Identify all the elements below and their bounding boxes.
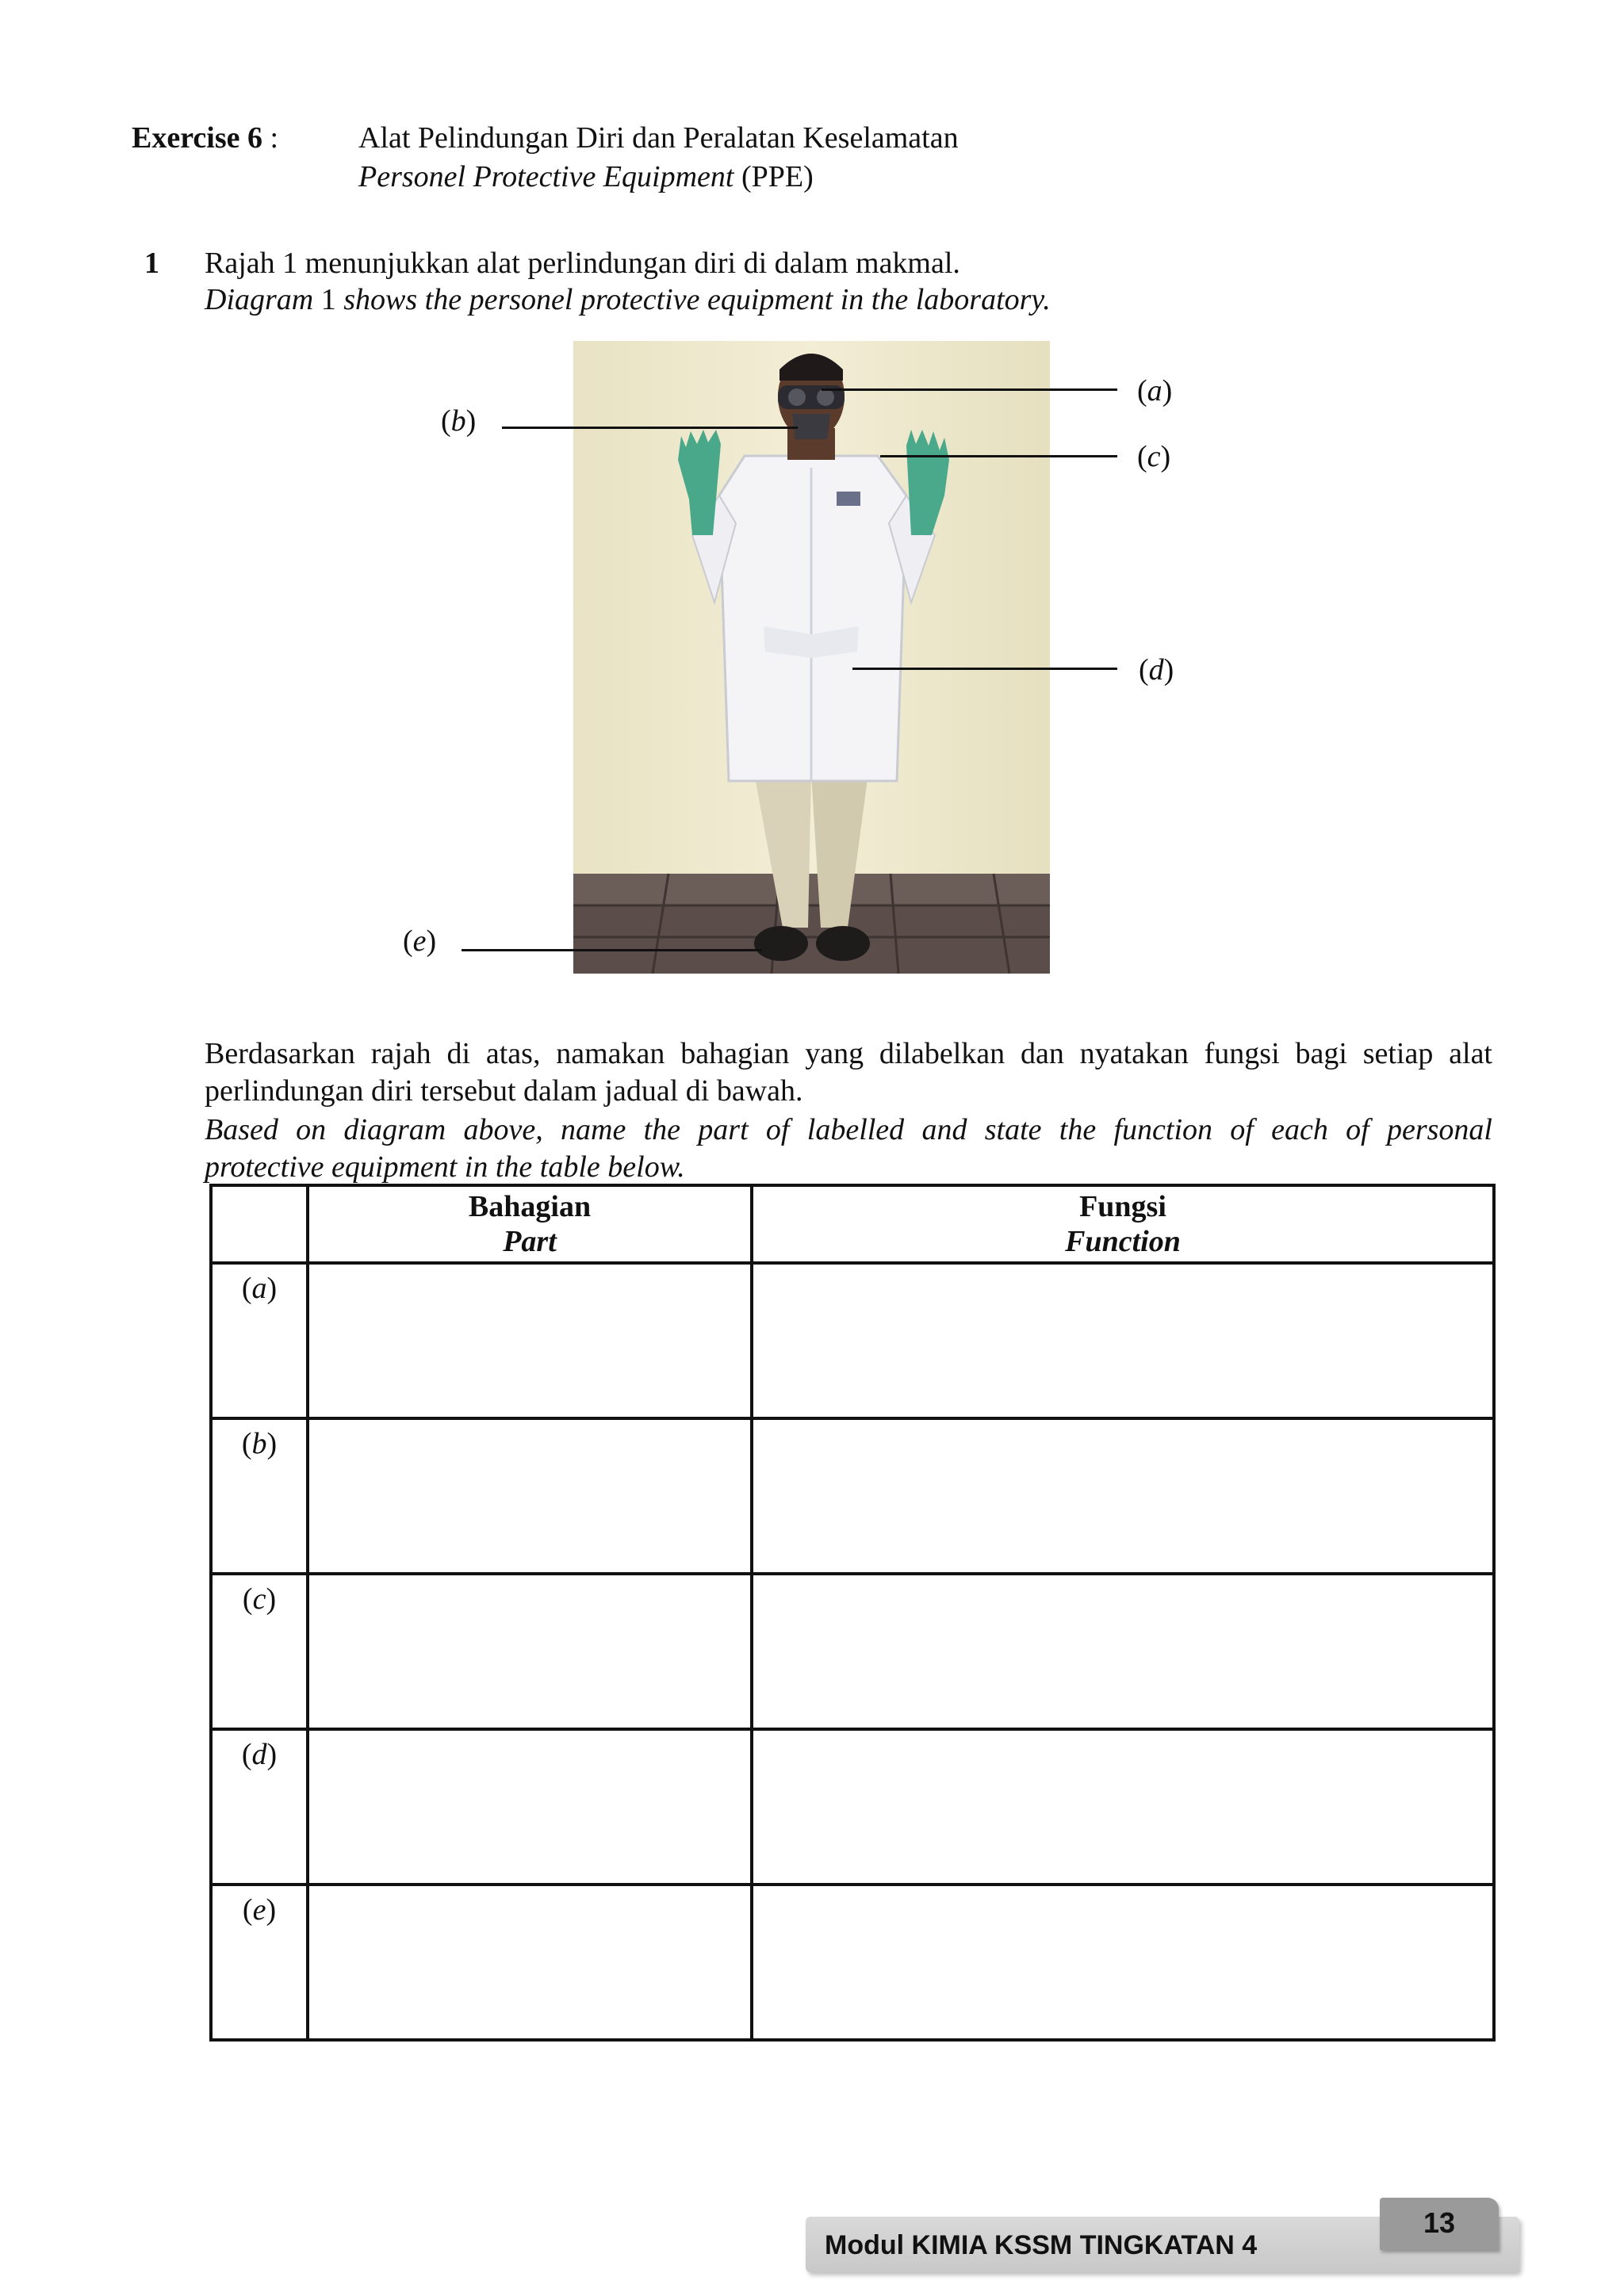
table-row bbox=[211, 1885, 1494, 2040]
answer-part-a[interactable] bbox=[308, 1263, 752, 1418]
table-row bbox=[211, 1729, 1494, 1885]
exercise-title-en: Personel Protective Equipment (PPE) bbox=[358, 160, 814, 193]
header-part: Bahagian Part bbox=[308, 1185, 752, 1263]
row-label-c: (c) bbox=[211, 1574, 308, 1729]
answer-function-b[interactable] bbox=[752, 1418, 1494, 1574]
ppe-figure-illustration bbox=[573, 341, 1050, 974]
header-blank-cell bbox=[211, 1185, 308, 1263]
question-number: 1 bbox=[144, 247, 159, 280]
row-label-d: (d) bbox=[211, 1729, 308, 1885]
diagram-label-d: (d) bbox=[1139, 653, 1174, 687]
answer-part-e[interactable] bbox=[308, 1885, 752, 2040]
diagram-label-c: (c) bbox=[1137, 440, 1171, 473]
diagram-label-b: (b) bbox=[441, 404, 477, 438]
leader-line-d bbox=[852, 668, 1117, 670]
header-function: Fungsi Function bbox=[752, 1185, 1494, 1263]
table-row bbox=[211, 1574, 1494, 1729]
leader-line-e bbox=[462, 949, 762, 951]
table-header-row bbox=[211, 1185, 1494, 1263]
table-row bbox=[211, 1263, 1494, 1418]
answer-part-d[interactable] bbox=[308, 1729, 752, 1885]
row-label-b: (b) bbox=[211, 1418, 308, 1574]
leader-line-a bbox=[822, 388, 1117, 391]
question-text-ms: Rajah 1 menunjukkan alat perlindungan diri di dalam makmal. bbox=[205, 247, 960, 280]
row-label-a: (a) bbox=[211, 1263, 308, 1418]
diagram-label-a: (a) bbox=[1137, 374, 1173, 408]
answer-function-e[interactable] bbox=[752, 1885, 1494, 2040]
instruction-en-line1: Based on diagram above, name the part of labelled and state the function of each of personal bbox=[205, 1113, 1492, 1146]
instruction-ms-line1: Berdasarkan rajah di atas, namakan bahagian yang dilabelkan dan nyatakan fungsi bagi setiap alat bbox=[205, 1037, 1492, 1070]
answer-function-c[interactable] bbox=[752, 1574, 1494, 1729]
row-label-e: (e) bbox=[211, 1885, 308, 2040]
answer-function-a[interactable] bbox=[752, 1263, 1494, 1418]
leader-line-c bbox=[880, 455, 1117, 457]
instruction-en-line2: protective equipment in the table below. bbox=[205, 1150, 685, 1184]
footer-title: Modul KIMIA KSSM TINGKATAN 4 bbox=[825, 2230, 1258, 2260]
page-number: 13 bbox=[1423, 2206, 1456, 2239]
exercise-title-ms: Alat Pelindungan Diri dan Peralatan Keselamatan bbox=[358, 121, 959, 155]
table-row bbox=[211, 1418, 1494, 1574]
answer-part-c[interactable] bbox=[308, 1574, 752, 1729]
instruction-ms-line2: perlindungan diri tersebut dalam jadual di bawah. bbox=[205, 1074, 803, 1108]
leader-line-b bbox=[502, 427, 798, 429]
ppe-photo bbox=[573, 341, 1050, 974]
exercise-label: Exercise 6 : bbox=[132, 121, 279, 155]
ppe-answer-table bbox=[209, 1184, 1496, 2042]
answer-part-b[interactable] bbox=[308, 1418, 752, 1574]
answer-function-d[interactable] bbox=[752, 1729, 1494, 1885]
diagram-label-e: (e) bbox=[403, 924, 437, 958]
question-text-en: Diagram 1 shows the personel protective equipment in the laboratory. bbox=[205, 283, 1051, 316]
